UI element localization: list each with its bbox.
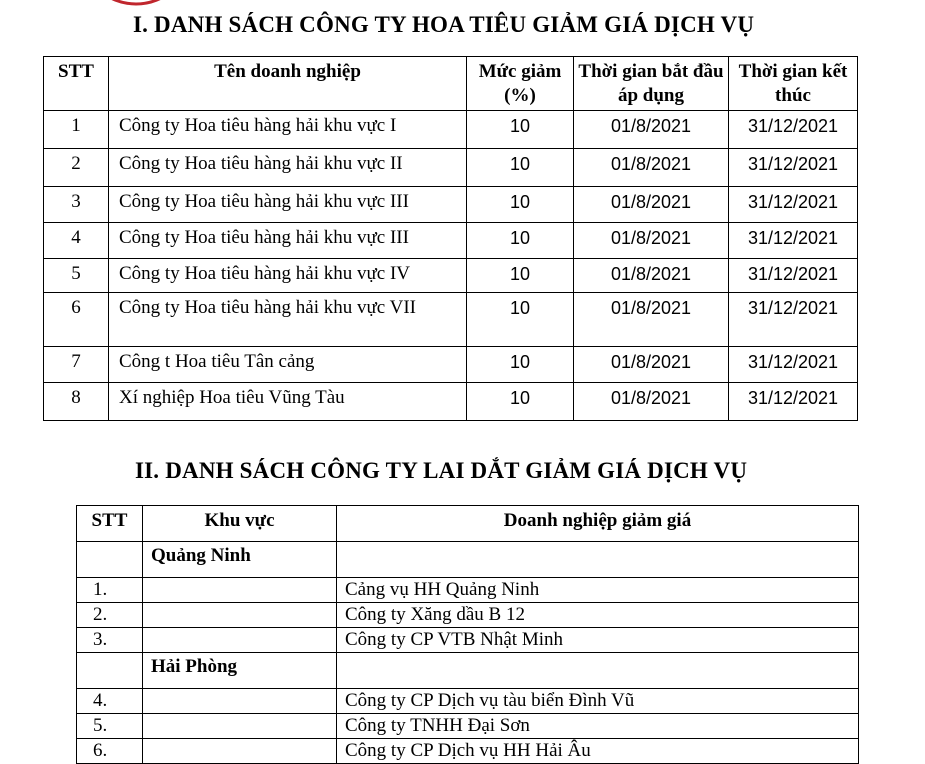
empty-region-cell	[143, 578, 337, 603]
discount-rate: 10	[467, 293, 574, 347]
table-row	[44, 223, 858, 259]
end-date: 31/12/2021	[729, 259, 858, 293]
end-date: 31/12/2021	[729, 187, 858, 223]
company-name: Công ty Hoa tiêu hàng hải khu vực VII	[109, 293, 467, 347]
start-date: 01/8/2021	[574, 293, 729, 347]
row-stt: 3.	[77, 628, 143, 653]
header-end-date: Thời gian kết thúc	[729, 57, 858, 111]
table-row	[77, 689, 859, 714]
discount-rate: 10	[467, 347, 574, 383]
end-date: 31/12/2021	[729, 223, 858, 259]
row-stt: 2	[44, 149, 109, 187]
empty-region-cell	[143, 603, 337, 628]
row-stt: 2.	[77, 603, 143, 628]
table-row	[44, 187, 858, 223]
header-organization: Doanh nghiệp giảm giá	[337, 506, 859, 542]
organization-name: Cảng vụ HH Quảng Ninh	[337, 578, 859, 603]
header-stt: STT	[44, 57, 109, 111]
start-date: 01/8/2021	[574, 223, 729, 259]
header-start-date: Thời gian bắt đầu áp dụng	[574, 57, 729, 111]
company-name: Công ty Hoa tiêu hàng hải khu vực II	[109, 149, 467, 187]
row-stt: 4.	[77, 689, 143, 714]
company-name: Xí nghiệp Hoa tiêu Vũng Tàu	[109, 383, 467, 421]
empty-region-cell	[143, 628, 337, 653]
company-name: Công t Hoa tiêu Tân cảng	[109, 347, 467, 383]
discount-rate: 10	[467, 111, 574, 149]
end-date: 31/12/2021	[729, 383, 858, 421]
empty-region-cell	[143, 739, 337, 764]
organization-name: Công ty CP Dịch vụ tàu biển Đình Vũ	[337, 689, 859, 714]
organization-name: Công ty TNHH Đại Sơn	[337, 714, 859, 739]
table-row	[77, 714, 859, 739]
empty-cell	[77, 542, 143, 578]
row-stt: 1	[44, 111, 109, 149]
table-row	[44, 293, 858, 347]
table-row	[44, 259, 858, 293]
stamp-text	[92, 0, 139, 2]
start-date: 01/8/2021	[574, 259, 729, 293]
towage-discount-table	[76, 505, 859, 764]
company-name: Công ty Hoa tiêu hàng hải khu vực I	[109, 111, 467, 149]
table-row	[77, 578, 859, 603]
row-stt: 5	[44, 259, 109, 293]
row-stt: 7	[44, 347, 109, 383]
organization-name: Công ty CP Dịch vụ HH Hải Âu	[337, 739, 859, 764]
empty-region-cell	[143, 689, 337, 714]
row-stt: 5.	[77, 714, 143, 739]
row-stt: 6.	[77, 739, 143, 764]
company-name: Công ty Hoa tiêu hàng hải khu vực III	[109, 223, 467, 259]
table-row	[44, 149, 858, 187]
company-name: Công ty Hoa tiêu hàng hải khu vực III	[109, 187, 467, 223]
table-row	[77, 603, 859, 628]
empty-cell	[77, 653, 143, 689]
table-row	[44, 347, 858, 383]
end-date: 31/12/2021	[729, 293, 858, 347]
discount-rate: 10	[467, 187, 574, 223]
end-date: 31/12/2021	[729, 149, 858, 187]
table-header-row	[44, 57, 858, 111]
section-1-title: I. DANH SÁCH CÔNG TY HOA TIÊU GIẢM GIÁ DỊCH VỤ	[133, 12, 755, 37]
start-date: 01/8/2021	[574, 111, 729, 149]
row-stt: 6	[44, 293, 109, 347]
pilot-discount-table	[43, 56, 858, 421]
header-company-name: Tên doanh nghiệp	[109, 57, 467, 111]
discount-rate: 10	[467, 259, 574, 293]
header-discount-rate: Mức giảm (%)	[467, 57, 574, 111]
row-stt: 3	[44, 187, 109, 223]
empty-cell	[337, 653, 859, 689]
organization-name: Công ty CP VTB Nhật Minh	[337, 628, 859, 653]
start-date: 01/8/2021	[574, 347, 729, 383]
discount-rate: 10	[467, 383, 574, 421]
region-label: Hải Phòng	[143, 653, 337, 689]
end-date: 31/12/2021	[729, 111, 858, 149]
table-row	[44, 111, 858, 149]
table-row	[77, 739, 859, 764]
table-row	[77, 628, 859, 653]
start-date: 01/8/2021	[574, 383, 729, 421]
end-date: 31/12/2021	[729, 347, 858, 383]
discount-rate: 10	[467, 223, 574, 259]
row-stt: 4	[44, 223, 109, 259]
table-header-row	[77, 506, 859, 542]
start-date: 01/8/2021	[574, 187, 729, 223]
header-stt: STT	[77, 506, 143, 542]
stamp-ring	[80, 0, 188, 4]
region-label: Quảng Ninh	[143, 542, 337, 578]
header-region: Khu vực	[143, 506, 337, 542]
organization-name: Công ty Xăng dầu B 12	[337, 603, 859, 628]
empty-region-cell	[143, 714, 337, 739]
row-stt: 8	[44, 383, 109, 421]
region-row	[77, 542, 859, 578]
row-stt: 1.	[77, 578, 143, 603]
company-name: Công ty Hoa tiêu hàng hải khu vực IV	[109, 259, 467, 293]
start-date: 01/8/2021	[574, 149, 729, 187]
table-row	[44, 383, 858, 421]
region-row	[77, 653, 859, 689]
section-2-title: II. DANH SÁCH CÔNG TY LAI DẮT GIẢM GIÁ DỊCH VỤ	[135, 458, 748, 483]
discount-rate: 10	[467, 149, 574, 187]
empty-cell	[337, 542, 859, 578]
